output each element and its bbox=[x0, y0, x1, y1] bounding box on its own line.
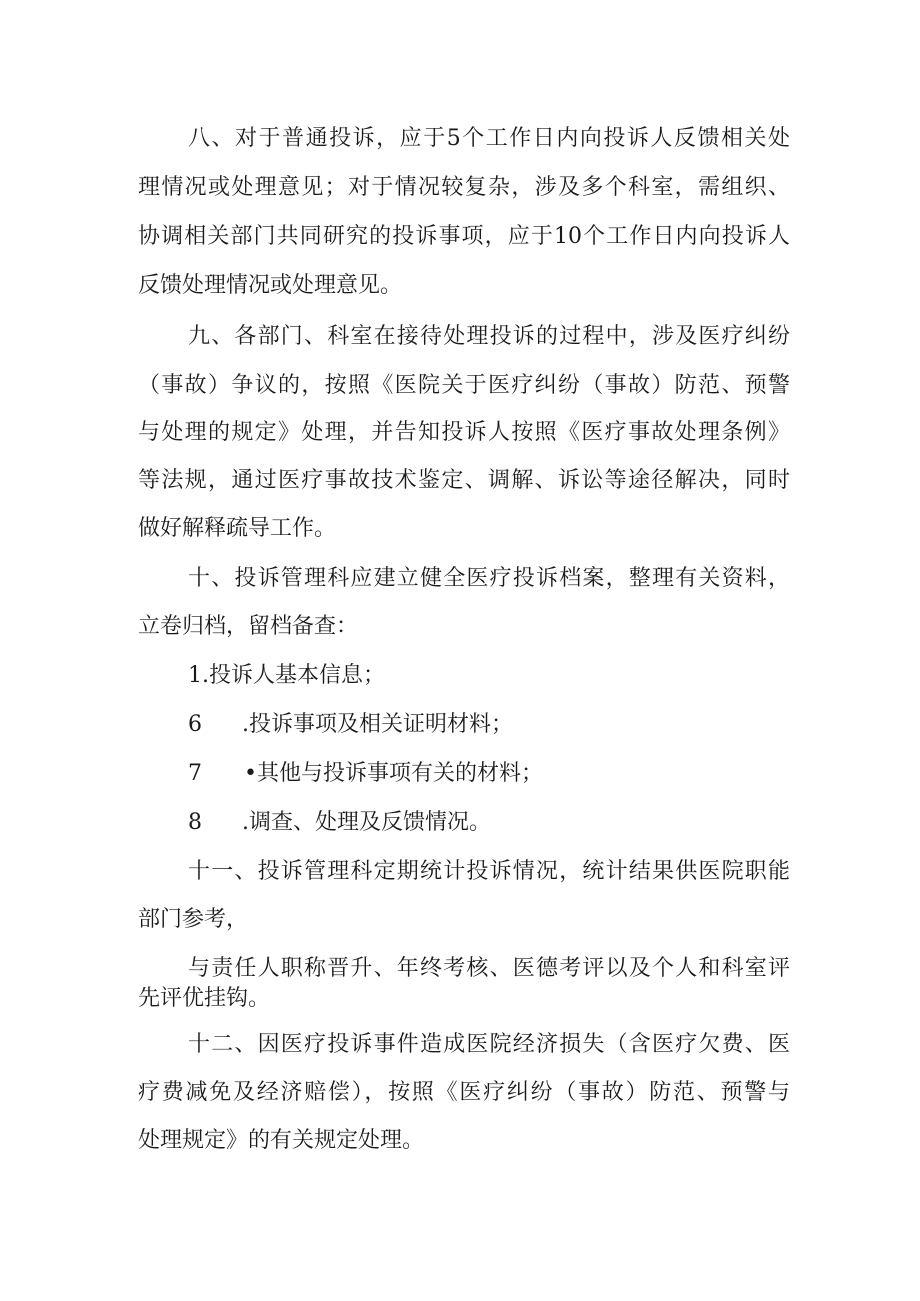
list-item: .调查、处理及反馈情况。 bbox=[242, 810, 491, 835]
paragraph-line: 立卷归档，留档备查： bbox=[138, 614, 359, 639]
paragraph-line: 十一、投诉管理科定期统计投诉情况，统计结果供医院职能 bbox=[188, 859, 790, 884]
paragraph-line: 等法规，通过医疗事故技术鉴定、调解、诉讼等途径解决，同时 bbox=[138, 468, 790, 493]
paragraph-line: 九、各部门、科室在接待处理投诉的过程中，涉及医疗纠纷 bbox=[188, 324, 790, 349]
paragraph-line: 反馈处理情况或处理意见。 bbox=[138, 273, 403, 298]
list-item: 1.投诉人基本信息； bbox=[188, 663, 385, 688]
list-item-number: 7 bbox=[188, 761, 202, 786]
list-item: .投诉事项及相关证明材料； bbox=[242, 712, 513, 737]
list-item-number: 6 bbox=[188, 712, 202, 737]
paragraph-line: 做好解释疏导工作。 bbox=[138, 516, 337, 541]
paragraph-line: 八、对于普通投诉，应于5个工作日内向投诉人反馈相关处 bbox=[188, 126, 790, 151]
paragraph-line: 协调相关部门共同研究的投诉事项，应于10个工作日内向投诉人 bbox=[138, 224, 790, 249]
paragraph-line: 部门参考， bbox=[138, 907, 249, 932]
paragraph-line: 处理规定》的有关规定处理。 bbox=[138, 1128, 425, 1153]
list-item: •其他与投诉事项有关的材料； bbox=[244, 761, 543, 786]
paragraph-line: （事故）争议的，按照《医院关于医疗纠纷（事故）防范、预警 bbox=[138, 373, 790, 398]
paragraph-line: 十、投诉管理科应建立健全医疗投诉档案，整理有关资料， bbox=[188, 566, 790, 591]
paragraph-line: 与处理的规定》处理，并告知投诉人按照《医疗事故处理条例》 bbox=[138, 420, 790, 445]
paragraph-line: 与责任人职称晋升、年终考核、医德考评以及个人和科室评 bbox=[188, 956, 790, 981]
paragraph-line: 理情况或处理意见；对于情况较复杂，涉及多个科室，需组织、 bbox=[138, 175, 790, 200]
paragraph-line: 先评优挂钩。 bbox=[138, 986, 271, 1011]
paragraph-line: 十二、因医疗投诉事件造成医院经济损失（含医疗欠费、医 bbox=[188, 1032, 790, 1057]
list-item-number: 8 bbox=[188, 810, 202, 835]
paragraph-line: 疗费减免及经济赔偿），按照《医疗纠纷（事故）防范、预警与 bbox=[138, 1080, 790, 1105]
